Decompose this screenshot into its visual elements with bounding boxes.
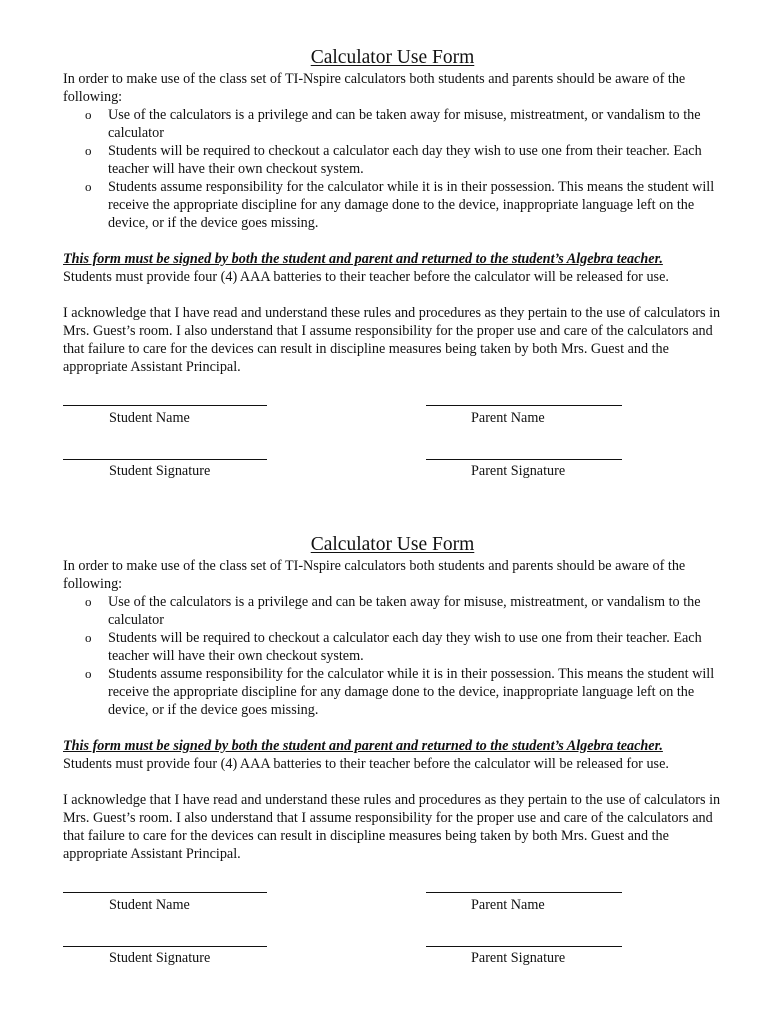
parent-signature-line[interactable] [426, 946, 622, 947]
form-title: Calculator Use Form [310, 47, 475, 68]
bullet-marker: o [85, 107, 92, 122]
bullet-marker: o [85, 594, 92, 609]
bullet-marker: o [85, 666, 92, 681]
parent-name-label: Parent Name [471, 410, 545, 426]
student-signature-label: Student Signature [109, 950, 211, 966]
rules-list [63, 593, 728, 719]
rule-item [63, 142, 728, 178]
bullet-marker: o [85, 179, 92, 194]
rule-text: Students assume responsibility for the calculator while it is in their possession. This means the student will receive the appropriate discipline for any damage done to the device, inappropriate language left on the device, or if the device goes missing. [108, 179, 715, 231]
calculator-use-form-1 [0, 46, 770, 479]
rule-text: Students assume responsibility for the calculator while it is in their possession. This means the student will receive the appropriate discipline for any damage done to the device, inappropriate language left on the device, or if the device goes missing. [108, 666, 715, 718]
student-name-line[interactable] [63, 405, 267, 406]
acknowledgement-text: I acknowledge that I have read and understand these rules and procedures as they pertain to the use of calculators in Mrs. Guest’s room. I also understand that I assume responsibility for the proper use and care of the calculators and that failure to care for the devices can result in discipline measures being taken by both Mrs. Guest and the appropriate Assistant Principal. [63, 305, 721, 375]
rule-text: Use of the calculators is a privilege and can be taken away for misuse, mistreatment, or vandalism to the calculator [108, 594, 701, 628]
student-name-label: Student Name [109, 897, 190, 913]
rules-list [63, 106, 728, 232]
parent-signature-label: Parent Signature [471, 950, 566, 966]
bullet-marker: o [85, 630, 92, 645]
student-name-label: Student Name [109, 410, 190, 426]
rule-item [63, 629, 728, 665]
rule-item [63, 665, 728, 719]
intro-text: In order to make use of the class set of TI-Nspire calculators both students and parents should be aware of the following: [63, 558, 686, 592]
rule-item [63, 106, 728, 142]
rule-text: Students will be required to checkout a calculator each day they wish to use one from their teacher. Each teacher will have their own checkout system. [108, 630, 702, 664]
batteries-requirement: Students must provide four (4) AAA batteries to their teacher before the calculator will be released for use. [63, 756, 669, 772]
rule-text: Use of the calculators is a privilege and can be taken away for misuse, mistreatment, or vandalism to the calculator [108, 107, 701, 141]
parent-name-line[interactable] [426, 405, 622, 406]
parent-name-line[interactable] [426, 892, 622, 893]
parent-signature-label: Parent Signature [471, 463, 566, 479]
bullet-marker: o [85, 143, 92, 158]
parent-signature-line[interactable] [426, 459, 622, 460]
batteries-requirement: Students must provide four (4) AAA batteries to their teacher before the calculator will be released for use. [63, 269, 669, 285]
student-signature-label: Student Signature [109, 463, 211, 479]
student-signature-line[interactable] [63, 459, 267, 460]
student-signature-line[interactable] [63, 946, 267, 947]
form-title: Calculator Use Form [310, 534, 475, 555]
acknowledgement-text: I acknowledge that I have read and understand these rules and procedures as they pertain to the use of calculators in Mrs. Guest’s room. I also understand that I assume responsibility for the proper use and care of the calculators and that failure to care for the devices can result in discipline measures being taken by both Mrs. Guest and the appropriate Assistant Principal. [63, 792, 721, 862]
rule-text: Students will be required to checkout a calculator each day they wish to use one from their teacher. Each teacher will have their own checkout system. [108, 143, 702, 177]
student-name-line[interactable] [63, 892, 267, 893]
signature-notice: This form must be signed by both the student and parent and returned to the student’s Algebra teacher. [63, 251, 663, 267]
parent-name-label: Parent Name [471, 897, 545, 913]
signature-notice: This form must be signed by both the student and parent and returned to the student’s Algebra teacher. [63, 738, 663, 754]
calculator-use-form-2 [0, 533, 770, 966]
intro-text: In order to make use of the class set of TI-Nspire calculators both students and parents should be aware of the following: [63, 71, 686, 105]
rule-item [63, 593, 728, 629]
rule-item [63, 178, 728, 232]
